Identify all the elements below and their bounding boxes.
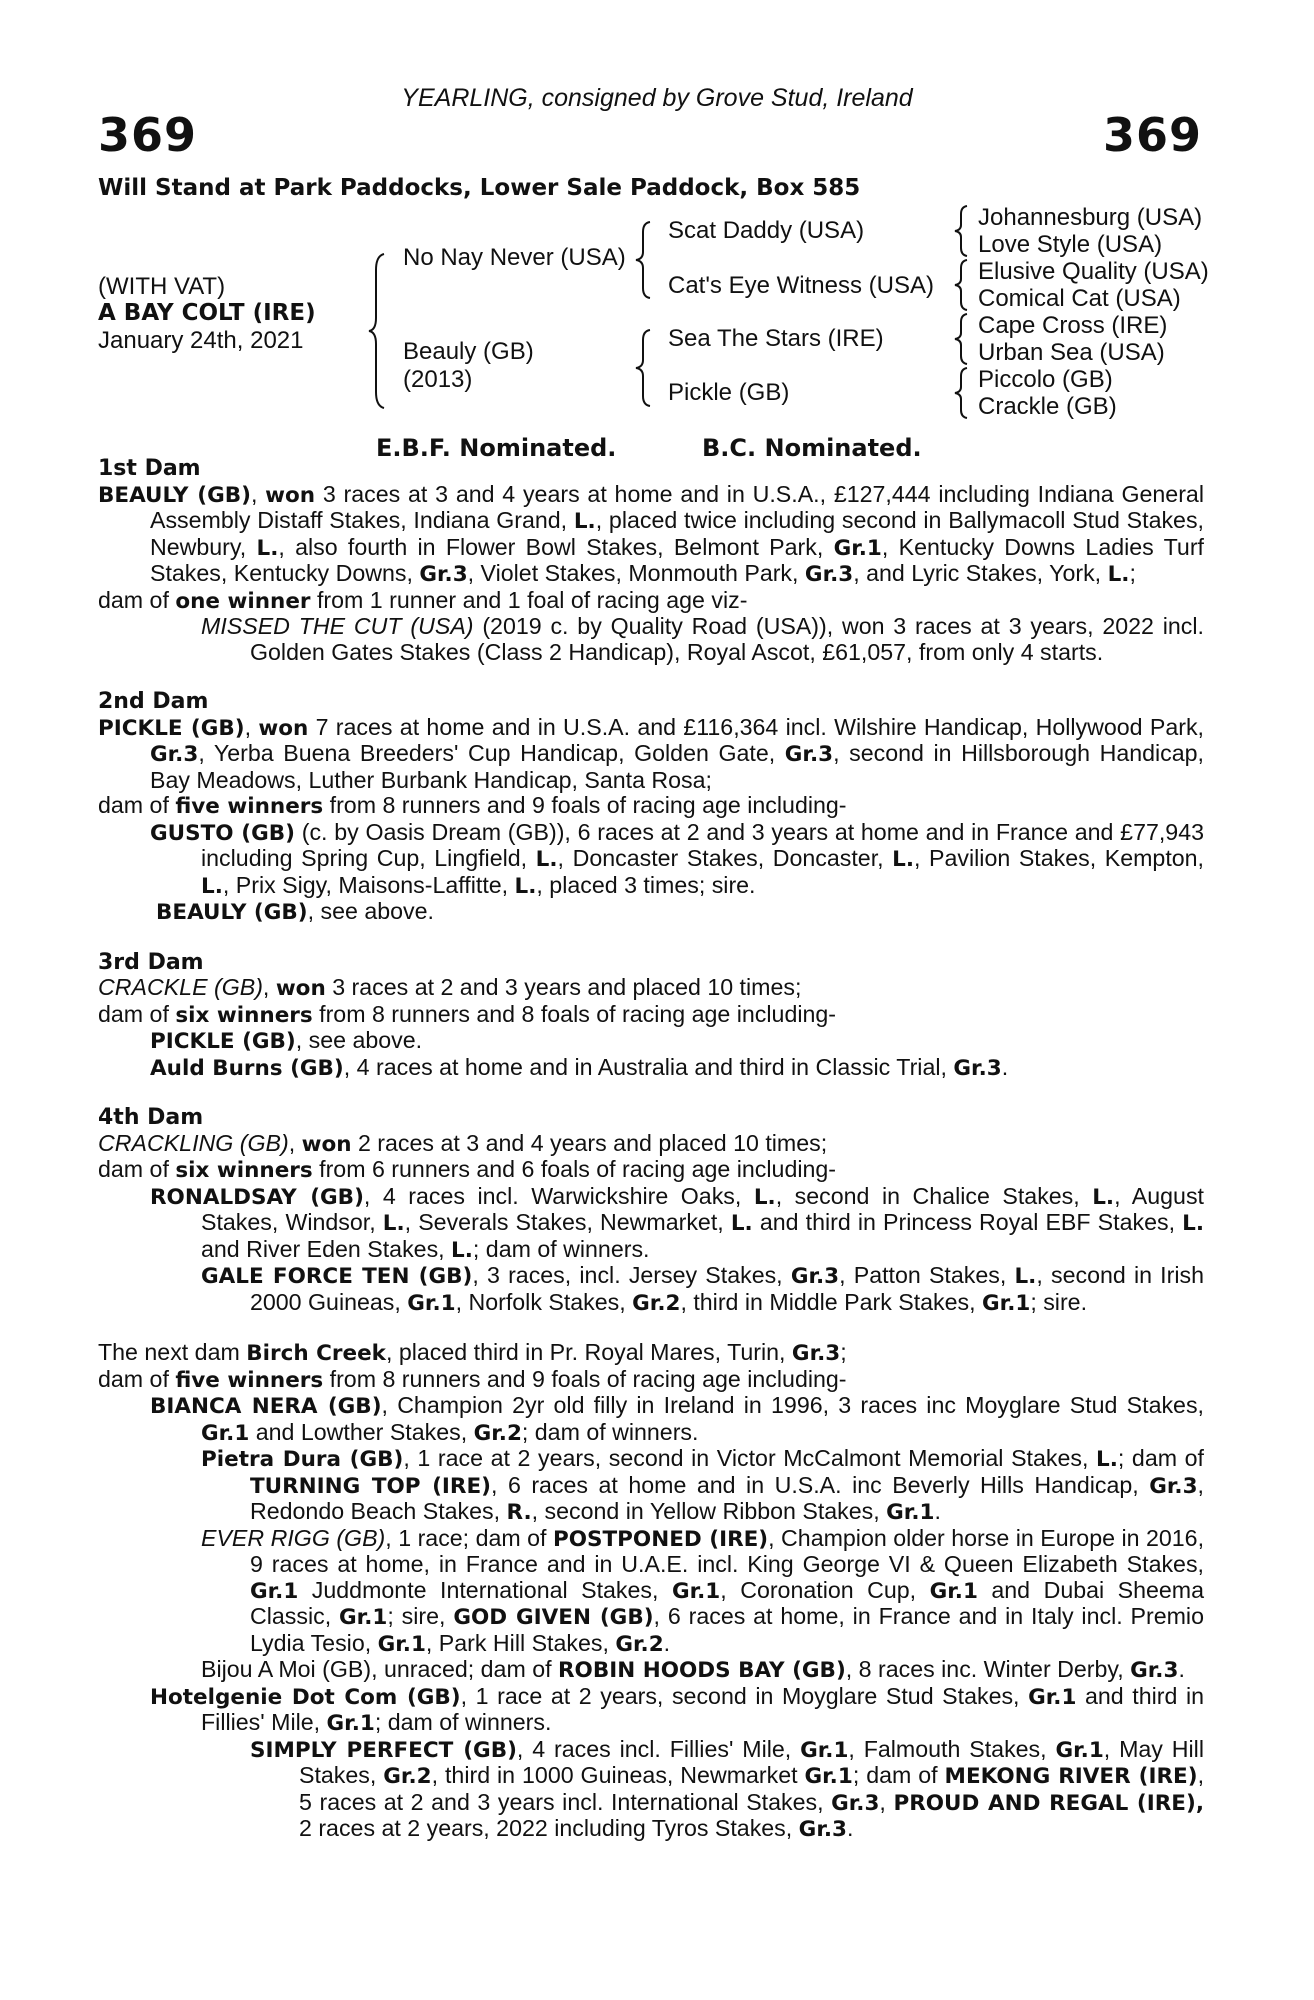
- progeny-entry: EVER RIGG (GB), 1 race; dam of POSTPONED (IRE), Champion older horse in Europe in 2016, 9 races at home, in France and in U.A.E. incl. King George VI & Queen Elizabeth Stakes, Gr.1 Juddmonte International Stakes, Gr.1, Coronation Cup, Gr.1 and Dubai Sheema Classic, Gr.1; sire, GOD GIVEN (GB), 6 races at home, in France and in Italy incl. Premio Lydia Tesio, Gr.1, Park Hill Stakes, Gr.2.: [201, 1524, 1205, 1657]
- produce-record: [98, 456, 1204, 1843]
- progeny-entry: Pietra Dura (GB), 1 race at 2 years, second in Victor McCalmont Memorial Stakes, L.; dam of TURNING TOP (IRE), 6 races at home and in U.S.A. inc Beverly Hills Handicap, Gr.3, Redondo Beach Stakes, R., second in Yellow Ribbon Stakes, Gr.1.: [201, 1445, 1204, 1525]
- third-dam-heading: 3rd Dam: [98, 949, 204, 975]
- gen3-2: Love Style (USA): [978, 231, 1163, 258]
- sire: No Nay Never (USA): [403, 244, 626, 271]
- dam-dam: Pickle (GB): [668, 379, 790, 406]
- foaling-date: January 24th, 2021: [98, 327, 304, 354]
- fourth-dam-record: CRACKLING (GB), won 2 races at 3 and 4 years and placed 10 times;: [98, 1129, 828, 1157]
- gen3-7: Piccolo (GB): [978, 366, 1113, 393]
- dam-sire: Sea The Stars (IRE): [668, 325, 884, 352]
- progeny-entry: Bijou A Moi (GB), unraced; dam of ROBIN HOODS BAY (GB), 8 races inc. Winter Derby, Gr.3.: [201, 1656, 1185, 1683]
- second-dam-record: PICKLE (GB), won 7 races at home and in U.S.A. and £116,364 incl. Wilshire Handicap, Hollywood Park, Gr.3, Yerba Buena Breeders' Cup Handicap, Golden Gate, Gr.3, second in Hillsborough Handicap, Bay Meadows, Luther Burbank Handicap, Santa Rosa;: [98, 713, 1204, 793]
- brace-icon: [632, 220, 654, 300]
- gen3-4: Comical Cat (USA): [978, 285, 1181, 312]
- progeny-entry: SIMPLY PERFECT (GB), 4 races incl. Fillies' Mile, Gr.1, Falmouth Stakes, Gr.1, May Hill Stakes, Gr.2, third in 1000 Guineas, Newmarket Gr.1; dam of MEKONG RIVER (IRE), 5 races at 2 and 3 years incl. International Stakes, Gr.3, PROUD AND REGAL (IRE), 2 races at 2 years, 2022 including Tyros Stakes, Gr.3.: [250, 1735, 1205, 1842]
- stand-location: Will Stand at Park Paddocks, Lower Sale Paddock, Box 585: [98, 175, 861, 201]
- progeny-entry: GALE FORCE TEN (GB), 3 races, incl. Jersey Stakes, Gr.3, Patton Stakes, L., second in Irish 2000 Guineas, Gr.1, Norfolk Stakes, Gr.2, third in Middle Park Stakes, Gr.1; sire.: [201, 1262, 1204, 1316]
- fourth-dam-produce-summary: dam of six winners from 6 runners and 6 foals of racing age including-: [98, 1156, 837, 1183]
- brace-icon: [952, 366, 970, 420]
- brace-icon: [952, 312, 970, 366]
- first-dam-record: BEAULY (GB), won 3 races at 3 and 4 years at home and in U.S.A., £127,444 including Indiana General Assembly Distaff Stakes, Indiana Grand, L., placed twice including second in Ballymacoll Stud Stakes, Newbury, L., also fourth in Flower Bowl Stakes, Belmont Park, Gr.1, Kentucky Downs Ladies Turf Stakes, Kentucky Downs, Gr.3, Violet Stakes, Monmouth Park, Gr.3, and Lyric Stakes, York, L.;: [98, 480, 1204, 587]
- gen3-3: Elusive Quality (USA): [978, 258, 1209, 285]
- sire-dam: Cat's Eye Witness (USA): [668, 272, 934, 299]
- gen3-1: Johannesburg (USA): [978, 204, 1203, 231]
- ebf-nomination: E.B.F. Nominated.: [376, 434, 617, 462]
- brace-icon: [632, 328, 654, 408]
- lot-number-left: 369: [98, 108, 198, 162]
- progeny-entry: RONALDSAY (GB), 4 races incl. Warwickshire Oaks, L., second in Chalice Stakes, L., August Stakes, Windsor, L., Severals Stakes, Newmarket, L. and third in Princess Royal EBF Stakes, L. and River Eden Stakes, L.; dam of winners.: [150, 1182, 1205, 1263]
- first-dam-heading: 1st Dam: [98, 456, 201, 481]
- brace-icon: [952, 258, 970, 312]
- gen3-6: Urban Sea (USA): [978, 339, 1165, 366]
- progeny-entry: Auld Burns (GB), 4 races at home and in Australia and third in Classic Trial, Gr.3.: [150, 1053, 1009, 1081]
- brace-icon: [952, 204, 970, 258]
- progeny-entry: BIANCA NERA (GB), Champion 2yr old filly in Ireland in 1996, 3 races inc Moyglare Stud Stakes, Gr.1 and Lowther Stakes, Gr.2; dam of winners.: [150, 1392, 1204, 1446]
- progeny-entry: PICKLE (GB), see above.: [150, 1027, 423, 1054]
- progeny-entry: MISSED THE CUT (USA) (2019 c. by Quality Road (USA)), won 3 races at 3 years, 2022 incl. Golden Gates Stakes (Class 2 Handicap), Royal Ascot, £61,057, from only 4 starts.: [201, 613, 1204, 665]
- gen3-8: Crackle (GB): [978, 393, 1117, 420]
- bc-nomination: B.C. Nominated.: [702, 434, 922, 462]
- lot-number-right: 369: [1102, 108, 1202, 162]
- next-dam-record: The next dam Birch Creek, placed third in Pr. Royal Mares, Turin, Gr.3;: [98, 1339, 847, 1366]
- third-dam-record: CRACKLE (GB), won 3 races at 2 and 3 years and placed 10 times;: [98, 974, 802, 1001]
- progeny-entry: GUSTO (GB) (c. by Oasis Dream (GB)), 6 races at 2 and 3 years at home and in France and £77,943 including Spring Cup, Lingfield, L., Doncaster Stakes, Doncaster, L., Pavilion Stakes, Kempton, L., Prix Sigy, Maisons-Laffitte, L., placed 3 times; sire.: [150, 818, 1204, 899]
- fourth-dam-heading: 4th Dam: [98, 1105, 204, 1130]
- progeny-entry: Hotelgenie Dot Com (GB), 1 race at 2 years, second in Moyglare Stud Stakes, Gr.1 and third in Fillies' Mile, Gr.1; dam of winners.: [150, 1682, 1204, 1736]
- second-dam-produce-summary: dam of five winners from 8 runners and 9 foals of racing age including-: [98, 792, 847, 819]
- third-dam-produce-summary: dam of six winners from 8 runners and 8 foals of racing age including-: [98, 1000, 837, 1028]
- lot-name: A BAY COLT (IRE): [98, 300, 316, 326]
- sire-sire: Scat Daddy (USA): [668, 217, 865, 244]
- first-dam-produce-summary: dam of one winner from 1 runner and 1 foal of racing age viz-: [98, 586, 748, 614]
- dam-name: BEAULY (GB): [98, 482, 251, 508]
- gen3-5: Cape Cross (IRE): [978, 312, 1168, 339]
- brace-icon: [366, 252, 388, 410]
- dam-year: (2013): [403, 366, 473, 393]
- consignment-subtitle: YEARLING, consigned by Grove Stud, Ireland: [401, 84, 913, 112]
- dam: Beauly (GB): [403, 338, 534, 365]
- vat-note: (WITH VAT): [98, 273, 226, 300]
- progeny-entry: BEAULY (GB), see above.: [156, 898, 434, 925]
- next-dam-produce-summary: dam of five winners from 8 runners and 9 foals of racing age including-: [98, 1365, 847, 1393]
- second-dam-heading: 2nd Dam: [98, 689, 209, 714]
